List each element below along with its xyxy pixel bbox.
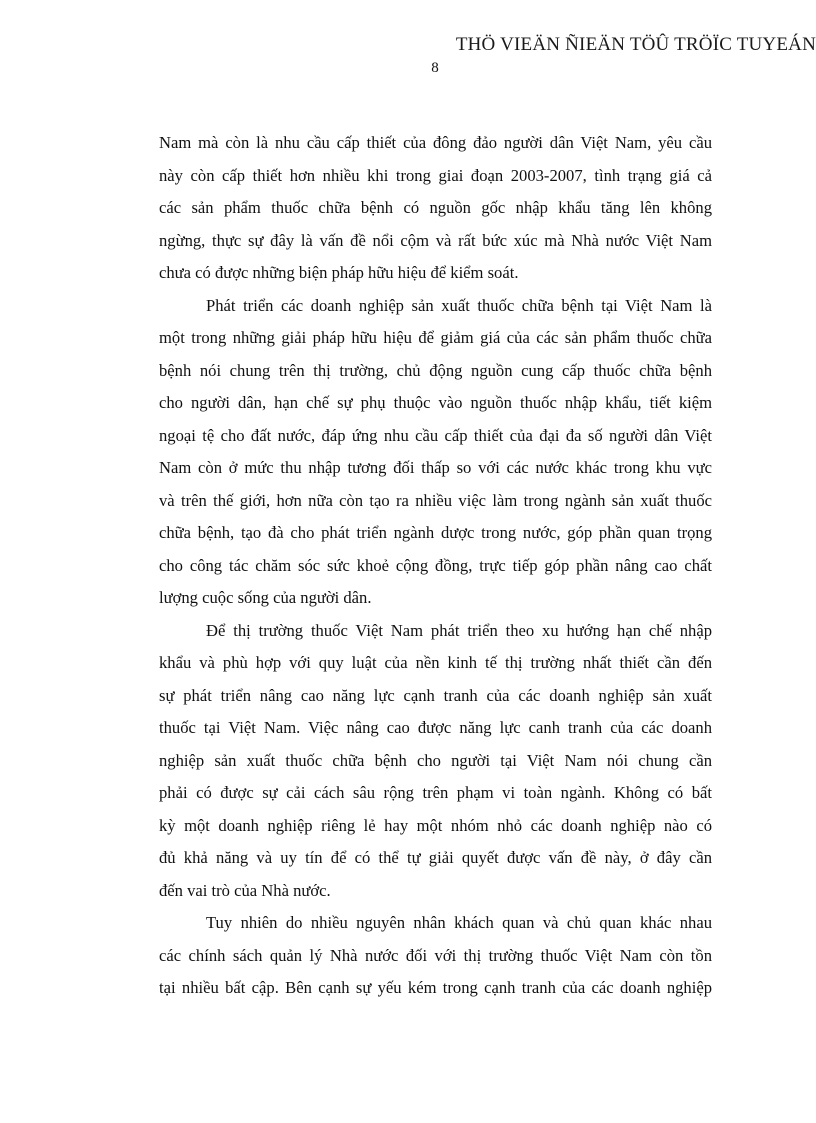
text-line: này còn cấp thiết hơn nhiều khi trong giai đoạn 2003-2007, tình trạng giá cả [159,165,712,185]
page-number: 8 [431,60,439,76]
text-line: Tuy nhiên do nhiều nguyên nhân khách quan và chủ quan khác nhau [206,913,712,932]
text-line: ngoại tệ cho đất nước, đáp ứng nhu cầu cấp thiết của đại đa số người dân Việt [159,425,712,445]
text-line: cho công tác chăm sóc sức khoẻ cộng đồng, trực tiếp góp phần nâng cao chất [159,555,712,575]
text-line: bệnh nói chung trên thị trường, chủ động nguồn cung cấp thuốc chữa bệnh [159,360,712,380]
text-line: các chính sách quản lý Nhà nước đối với thị trường thuốc Việt Nam còn tồn [159,945,712,965]
text-line: chữa bệnh, tạo đà cho phát triển ngành dược trong nước, góp phần quan trọng [159,523,712,542]
text-line: ngừng, thực sự đây là vấn đề nổi cộm và rất bức xúc mà Nhà nước Việt Nam [159,230,712,250]
text-line: chưa có được những biện pháp hữu hiệu để kiểm soát. [159,263,519,282]
text-line: lượng cuộc sống của người dân. [159,588,372,607]
text-line: sự phát triển nâng cao năng lực cạnh tranh của các doanh nghiệp sản xuất [159,685,712,705]
text-line: kỳ một doanh nghiệp riêng lẻ hay một nhóm nhỏ các doanh nghiệp nào có [159,815,712,835]
text-line: thuốc tại Việt Nam. Việc nâng cao được năng lực canh tranh của các doanh [159,718,712,737]
text-line: đủ khả năng và uy tín để có thể tự giải quyết được vấn đề này, ở đây cần [159,848,712,867]
text-line: tại nhiều bất cập. Bên cạnh sự yếu kém trong cạnh tranh của các doanh nghiệp [159,978,712,997]
text-line: Phát triển các doanh nghiệp sản xuất thuốc chữa bệnh tại Việt Nam là [206,295,712,315]
text-line: Nam còn ở mức thu nhập tương đối thấp so với các nước khác trong khu vực [159,458,712,477]
body-text [159,127,712,1005]
text-line: một trong những giải pháp hữu hiệu để giảm giá của các sản phẩm thuốc chữa [159,328,712,347]
text-line: đến vai trò của Nhà nước. [159,880,331,900]
text-line: các sản phẩm thuốc chữa bệnh có nguồn gốc nhập khẩu tăng lên không [159,198,712,217]
text-line: Nam mà còn là nhu cầu cấp thiết của đông đảo người dân Việt Nam, yêu cầu [159,133,712,152]
text-line: khẩu và phù hợp với quy luật của nền kinh tế thị trường nhất thiết cần đến [159,653,712,672]
text-line: Để thị trường thuốc Việt Nam phát triển theo xu hướng hạn chế nhập [206,620,712,640]
text-line: và trên thế giới, hơn nữa còn tạo ra nhiều việc làm trong ngành sản xuất thuốc [159,490,712,510]
text-line: nghiệp sản xuất thuốc chữa bệnh cho người tại Việt Nam nói chung cần [159,750,712,770]
header-watermark: THÖ VIEÄN ÑIEÄN TÖÛ TRÖÏC TUYEÁN [455,34,816,55]
text-line: cho người dân, hạn chế sự phụ thuộc vào nguồn thuốc nhập khẩu, tiết kiệm [159,393,712,412]
text-line: phải có được sự cải cách sâu rộng trên phạm vi toàn ngành. Không có bất [159,783,712,802]
